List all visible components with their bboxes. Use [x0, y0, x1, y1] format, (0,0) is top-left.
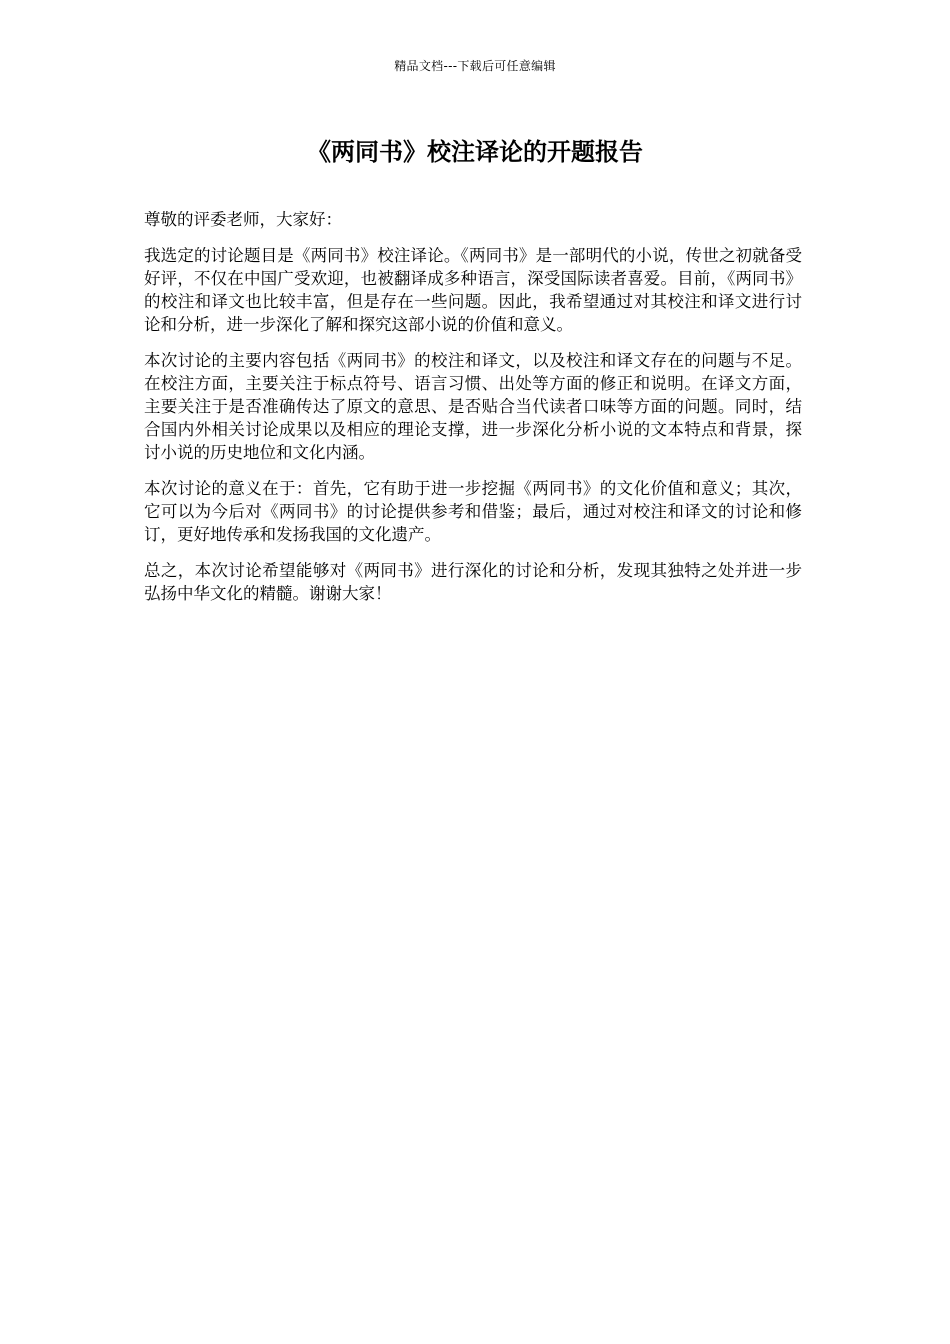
- body-paragraph-3: 本次讨论的意义在于：首先，它有助于进一步挖掘《两同书》的文化价值和意义；其次，它可以为今后对《两同书》的讨论提供参考和借鉴；最后，通过对校注和译文的讨论和修订，更好地传承和发扬我国的文化遗产。: [144, 479, 802, 544]
- greeting-paragraph: 尊敬的评委老师，大家好：: [144, 210, 342, 229]
- page-title: 《两同书》校注译论的开题报告: [307, 138, 643, 166]
- document-body: [144, 208, 802, 618]
- body-paragraph-1: 我选定的讨论题目是《两同书》校注译论。《两同书》是一部明代的小说，传世之初就备受好评，不仅在中国广受欢迎，也被翻译成多种语言，深受国际读者喜爱。目前，《两同书》的校注和译文也比较丰富，但是存在一些问题。因此，我希望通过对其校注和译文进行讨论和分析，进一步深化了解和探究这部小说的价值和意义。: [144, 246, 802, 334]
- body-paragraph-4: 总之，本次讨论希望能够对《两同书》进行深化的讨论和分析，发现其独特之处并进一步弘扬中华文化的精髓。谢谢大家！: [144, 561, 802, 603]
- body-paragraph-2: 本次讨论的主要内容包括《两同书》的校注和译文，以及校注和译文存在的问题与不足。在校注方面，主要关注于标点符号、语言习惯、出处等方面的修正和说明。在译文方面，主要关注于是否准确传达了原文的意思、是否贴合当代读者口味等方面的问题。同时，结合国内外相关讨论成果以及相应的理论支撑，进一步深化分析小说的文本特点和背景，探讨小说的历史地位和文化内涵。: [144, 351, 802, 462]
- header-note: 精品文档---下载后可任意编辑: [394, 59, 556, 73]
